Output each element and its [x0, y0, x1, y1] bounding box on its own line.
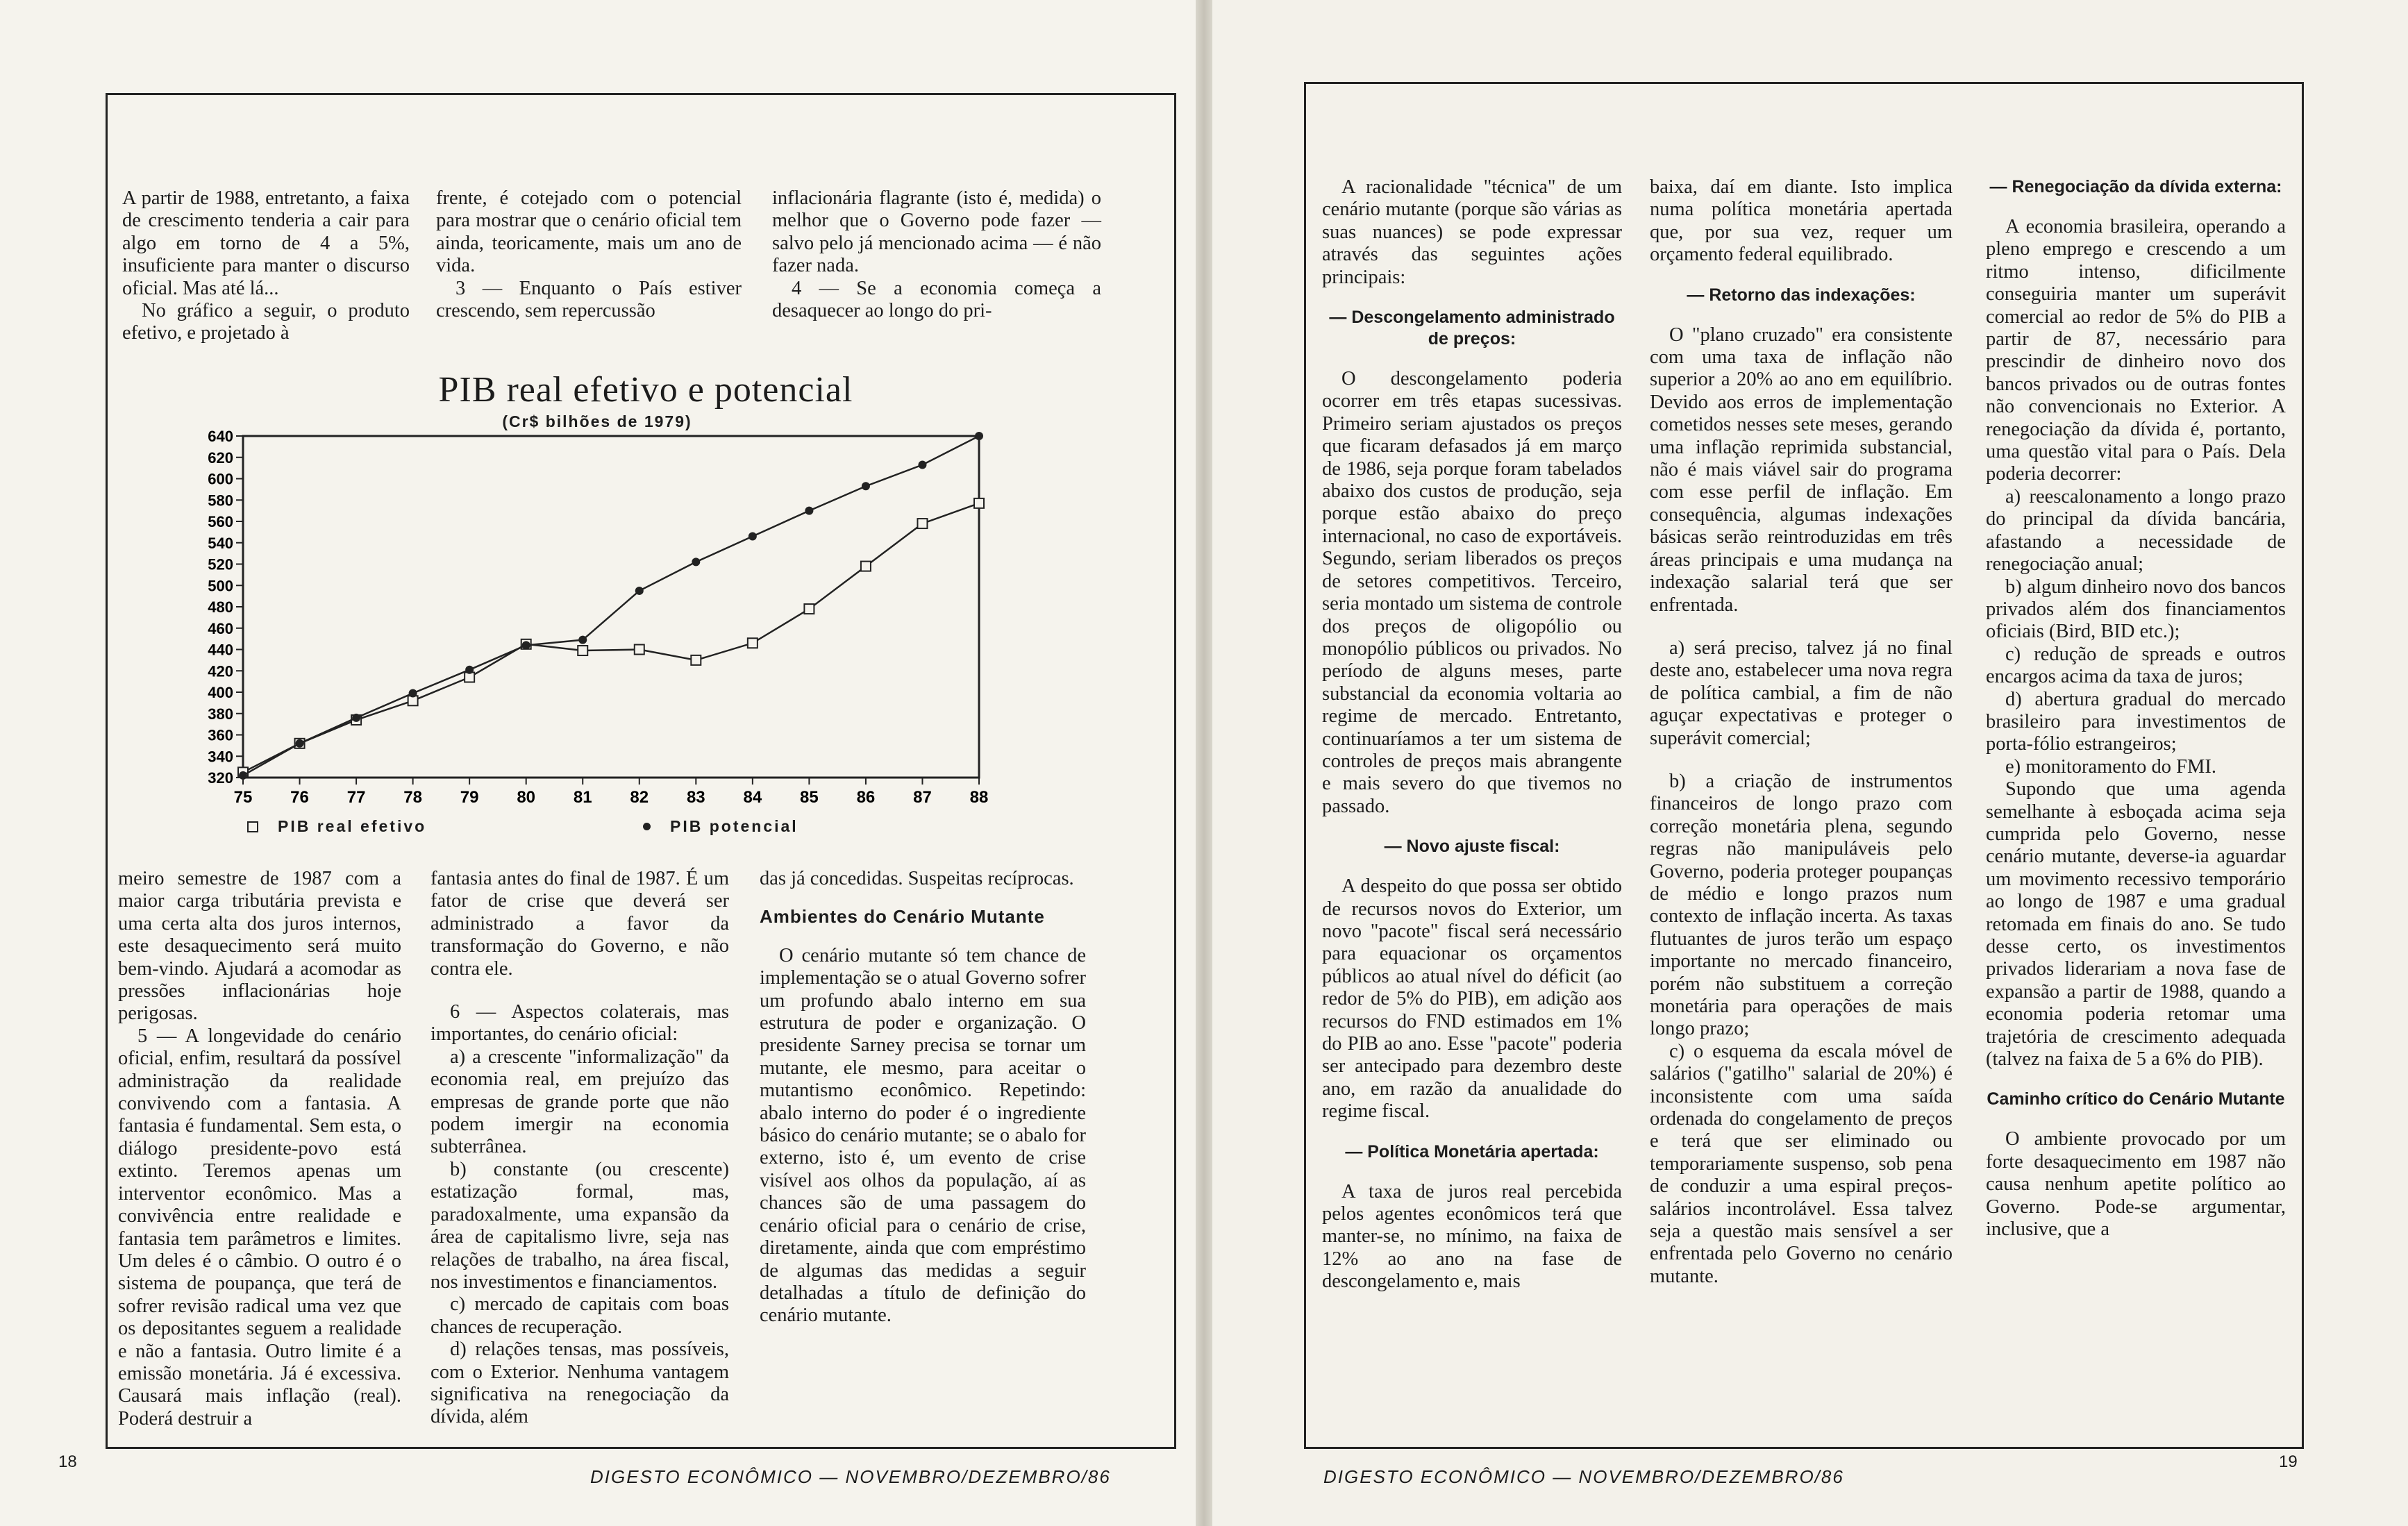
pib-line-chart — [0, 417, 1042, 833]
folio-right: DIGESTO ECONÔMICO — NOVEMBRO/DEZEMBRO/86 — [1323, 1466, 1844, 1487]
potential-data-point — [692, 557, 700, 566]
real-data-point — [635, 645, 644, 655]
paragraph: 5 — A longevidade do cenário oficial, enfim, resultará da possível administração da realidade convivendo com a fantasia. A fantasia é fundamental. Sem esta, o diálogo presidente-povo está extinto. Teremos apenas um interventor econômico. Mas a convivência entre realidade e fantasia tem parâmetros e limites. Um deles é o câmbio. O outro é o sistema de poupança, que terá de sofrer revisão radical uma vez que os depositantes seguem a realidade e não a fantasia. Outro limite é a emissão monetária. Já é excessiva. Causará mais inflação (real). Poderá destruir a — [118, 1025, 401, 1429]
paragraph: inflacionária flagrante (isto é, medida) o melhor que o Governo pode fazer — salvo pelo já mencionado acima — é não fazer nada. — [772, 187, 1101, 277]
x-tick-label: 84 — [743, 788, 762, 807]
x-tick-label: 75 — [233, 788, 253, 807]
y-tick-label: 480 — [208, 598, 233, 616]
real-data-point — [804, 604, 814, 614]
dot-marker-icon — [643, 823, 651, 830]
list-item: b) algum dinheiro novo dos bancos privados além dos financiamentos oficiais (Bird, BID etc.); — [1986, 576, 2286, 643]
potential-data-point — [296, 739, 304, 748]
y-tick-label: 500 — [208, 577, 233, 595]
y-tick-label: 340 — [208, 748, 233, 766]
real-data-point — [861, 562, 871, 571]
real-data-point — [691, 655, 701, 665]
section-heading: — Renegociação da dívida externa: — [1989, 177, 2282, 196]
legend-real — [247, 817, 426, 836]
y-tick-label: 440 — [208, 641, 233, 659]
potential-data-point — [635, 587, 644, 595]
y-tick-label: 580 — [208, 492, 233, 510]
potential-data-point — [975, 432, 983, 440]
y-tick-label: 400 — [208, 684, 233, 701]
potential-data-point — [409, 689, 417, 698]
x-tick-label: 81 — [573, 788, 592, 807]
paragraph: A racionalidade "técnica" de um cenário mutante (porque são várias as suas nuances) se pode expressar através das seguintes ações principais: — [1322, 176, 1622, 288]
right-col2 — [1650, 176, 1953, 1288]
x-tick-label: 83 — [686, 788, 705, 807]
section-heading: — Descongelamento administrado de preços: — [1329, 308, 1615, 349]
x-tick-label: 80 — [517, 788, 536, 807]
y-tick-label: 380 — [208, 705, 233, 723]
paragraph: O cenário mutante só tem chance de implementação se o atual Governo sofrer um profundo abalo interno em sua estrutura de poder e organização. O presidente Sarney precisa se tornar um mutante, ele mesmo, para aceitar o mutantismo econômico. Repetindo: abalo interno do poder é o ingrediente básico do cenário mutante; se o abalo for externo, isto é, um evento de crise visível aos olhos da população, aí as chances são de uma passagem do cenário oficial para o cenário de crise, diretamente, ainda que com empréstimo de algumas das medidas a seguir detalhadas a título de definição do cenário mutante. — [760, 944, 1086, 1327]
real-series-line — [243, 503, 979, 772]
list-item: c) redução de spreads e outros encargos acima da taxa de juros; — [1986, 643, 2286, 688]
x-tick-label: 86 — [856, 788, 876, 807]
paragraph: c) o esquema da escala móvel de salários ("gatilho" salarial de 20%) é inconsistente com uma saída ordenada do congelamento de preços e terá que ser eliminado ou temporariamente suspenso, sob pena de conduzir a uma espiral preços-salários incontrolável. Essa talvez seja a questão mais sensível a ser enfrentada pelo Governo no cenário mutante. — [1650, 1040, 1953, 1287]
square-marker-icon — [247, 821, 258, 832]
page-number-right: 19 — [2279, 1452, 2298, 1471]
section-heading: — Novo ajuste fiscal: — [1384, 837, 1560, 857]
paragraph: A despeito do que possa ser obtido de recursos novos do Exterior, um novo "pacote" fiscal será necessário para equacionar os orçamentos públicos ao atual nível do déficit (ao redor de 5% do PIB), em adição aos recursos do FND estimados em 1% do PIB ao ano. Esse "pacote" poderia ser antecipado para dezembro deste ano, em razão da anualidade do regime fiscal. — [1322, 875, 1622, 1123]
potential-data-point — [862, 482, 870, 490]
legend-potential-label: PIB potencial — [670, 817, 799, 835]
list-item: e) monitoramento do FMI. — [2005, 755, 2216, 778]
paragraph: 4 — Se a economia começa a desaquecer ao longo do pri- — [772, 277, 1101, 322]
x-tick-label: 85 — [800, 788, 819, 807]
paragraph: 6 — Aspectos colaterais, mas importantes, do cenário oficial: — [430, 1001, 729, 1046]
y-tick-label: 520 — [208, 555, 233, 573]
paragraph: b) constante (ou crescente) estatização formal, mas, paradoxalmente, uma expansão da área de capitalismo livre, seja nas relações de trabalho, na área fiscal, nos investimentos e financiamentos. — [430, 1158, 729, 1293]
page-gutter — [1196, 0, 1212, 1526]
potential-data-point — [749, 533, 757, 541]
paragraph: No gráfico a seguir, o produto efetivo, e projetado à — [122, 300, 410, 344]
paragraph: 3 — Enquanto o País estiver crescendo, sem repercussão — [436, 277, 742, 322]
paragraph: Supondo que uma agenda semelhante à esboçada acima seja cumprida pelo Governo, nesse cenário mutante, deverse-ia aguardar um movimento recessivo temporário ao longo de 1987 e uma gradual retomada em finais do ano. Se tudo desse certo, os investimentos privados liderariam a nova fase de expansão a partir de 1988, quando a economia poderia retomar uma trajetória de crescimento adequada (talvez na faixa de 5 a 6% do PIB). — [1986, 778, 2286, 1071]
right-col1 — [1322, 176, 1622, 1293]
paragraph: A economia brasileira, operando a pleno emprego e crescendo a um ritmo intenso, dificilmente conseguiria manter um superávit comercial ao redor de 5% do PIB a partir de 87, necessário para prescindir de dinheiro novo dos bancos privados ou de outras fontes não convencionais no Exterior. A renegociação da dívida é, portanto, uma questão vital para o País. Dela poderia decorrer: — [1986, 216, 2286, 485]
section-heading: — Política Monetária apertada: — [1345, 1141, 1599, 1162]
left-col1-bottom — [118, 868, 401, 1430]
potential-data-point — [352, 714, 360, 722]
section-heading: — Retorno das indexações: — [1687, 285, 1916, 305]
paragraph: meiro semestre de 1987 com a maior carga tributária prevista e uma certa alta dos juros internos, este desaquecimento será muito bem-vindo. Ajudará a acomodar as pressões inflacionárias hoje perigosas. — [118, 868, 401, 1025]
y-tick-label: 320 — [208, 769, 233, 787]
paragraph: das já concedidas. Suspeitas recíprocas. — [760, 868, 1074, 889]
paragraph: A partir de 1988, entretanto, a faixa de crescimento tenderia a cair para algo em torno de 4 a 5%, insuficiente para manter o discurso oficial. Mas até lá... — [122, 187, 410, 299]
paragraph: a) será preciso, talvez já no final deste ano, estabelecer uma nova regra de política cambial, a fim de não aguçar expectativas e proteger o superávit comercial; — [1650, 637, 1953, 749]
legend-potential — [643, 817, 799, 836]
y-tick-label: 620 — [208, 448, 233, 467]
paragraph: O ambiente provocado por um forte desaquecimento em 1987 não causa nenhum apetite político ao Governo. Pode-se argumentar, inclusive, que a — [1986, 1128, 2286, 1241]
real-data-point — [974, 498, 984, 508]
paragraph: d) relações tensas, mas possíveis, com o Exterior. Nenhuma vantagem significativa na renegociação da dívida, além — [430, 1339, 729, 1428]
paragraph: frente, é cotejado com o potencial para mostrar que o cenário oficial tem ainda, teoricamente, mais um ano de vida. — [436, 187, 742, 277]
real-data-point — [578, 646, 587, 655]
left-col3-top — [772, 187, 1101, 322]
x-tick-label: 88 — [969, 788, 989, 807]
left-col3-bottom — [760, 868, 1086, 1327]
section-heading: Caminho crítico do Cenário Mutante — [1987, 1089, 2285, 1109]
paragraph: fantasia antes do final de 1987. É um fator de crise que deverá ser administrado a favor da transformação do Governo, e não contra ele. — [430, 868, 729, 980]
legend-real-label: PIB real efetivo — [278, 817, 427, 835]
x-tick-label: 78 — [403, 788, 422, 807]
y-tick-label: 420 — [208, 662, 233, 680]
y-tick-label: 560 — [208, 513, 233, 530]
paragraph: baixa, daí em diante. Isto implica numa política monetária apertada que, por sua vez, requer um orçamento federal equilibrado. — [1650, 176, 1953, 266]
page-number-left: 18 — [58, 1452, 77, 1471]
paragraph: a) a crescente "informalização" da economia real, em prejuízo das empresas de grande porte que não podem imergir na economia subterrânea. — [430, 1046, 729, 1158]
paragraph: b) a criação de instrumentos financeiros de longo prazo com correção monetária plena, segundo regras não manipuláveis pelo Governo, poderia proteger poupanças de médio e longo prazos num contexto de inflação incerta. As taxas flutuantes de juros terão um espaço importante no mercado financeiro, porém não substituem a correção monetária para operações de mais longo prazo; — [1650, 770, 1953, 1040]
chart-title: PIB real efetivo e potencial — [438, 370, 853, 410]
x-tick-label: 77 — [346, 788, 366, 807]
paragraph: A taxa de juros real percebida pelos agentes econômicos terá que manter-se, no mínimo, na faixa de 12% ao ano na fase de descongelamento e, mais — [1322, 1180, 1622, 1293]
potential-data-point — [805, 507, 813, 515]
x-tick-label: 82 — [630, 788, 649, 807]
paragraph: O "plano cruzado" era consistente com uma taxa de inflação não superior a 20% ao ano em equilíbrio. Devido aos erros de implementação cometidos nesses sete meses, gerando uma inflação reprimida substancial, não é mais viável sair do programa com esse perfil de inflação. Em consequência, algumas indexações básicas serão reintroduzidas em três áreas principais e uma mudança na indexação salarial terá que ser enfrentada. — [1650, 324, 1953, 616]
potential-data-point — [522, 641, 530, 649]
potential-data-point — [918, 461, 926, 469]
left-col2-bottom — [430, 868, 729, 1429]
real-data-point — [748, 638, 758, 648]
x-tick-label: 87 — [913, 788, 932, 807]
x-tick-label: 76 — [290, 788, 309, 807]
x-tick-label: 79 — [460, 788, 479, 807]
y-tick-label: 360 — [208, 726, 233, 744]
folio-left: DIGESTO ECONÔMICO — NOVEMBRO/DEZEMBRO/86 — [590, 1466, 1111, 1487]
left-col2-top — [436, 187, 742, 322]
chart-subtitle: (Cr$ bilhões de 1979) — [502, 412, 692, 430]
real-data-point — [917, 519, 927, 528]
right-col3 — [1986, 176, 2286, 1241]
left-col1-top — [122, 187, 410, 345]
y-tick-label: 460 — [208, 619, 233, 637]
y-tick-label: 540 — [208, 534, 233, 552]
potential-data-point — [578, 636, 587, 644]
list-item: d) abertura gradual do mercado brasileiro para investimentos de porta-fólio estrangeiros; — [1986, 688, 2286, 755]
section-heading: Ambientes do Cenário Mutante — [760, 906, 1045, 928]
potential-data-point — [465, 666, 474, 674]
y-tick-label: 600 — [208, 470, 233, 488]
y-tick-label: 640 — [208, 428, 233, 445]
paragraph: O descongelamento poderia ocorrer em três etapas sucessivas. Primeiro seriam ajustados os preços que ficaram defasados já em março de 1986, seja porque foram tabelados abaixo dos custos de produção, seja porque estão abaixo do preço internacional, no caso de exportáveis. Segundo, seriam liberados os preços de setores competitivos. Terceiro, seria montado um sistema de controle dos preços de oligopólio ou monopólio públicos ou privados. No período de alguns meses, parte substancial da economia voltaria ao regime de mercado. Entretanto, continuaríamos a ter um sistema de controles de preços mais abrangente e mais severo do que tivemos no passado. — [1322, 368, 1622, 817]
potential-data-point — [239, 771, 247, 780]
paragraph: c) mercado de capitais com boas chances de recuperação. — [430, 1293, 729, 1338]
list-item: a) reescalonamento a longo prazo do principal da dívida bancária, afastando a necessidade de renegociação anual; — [1986, 485, 2286, 576]
